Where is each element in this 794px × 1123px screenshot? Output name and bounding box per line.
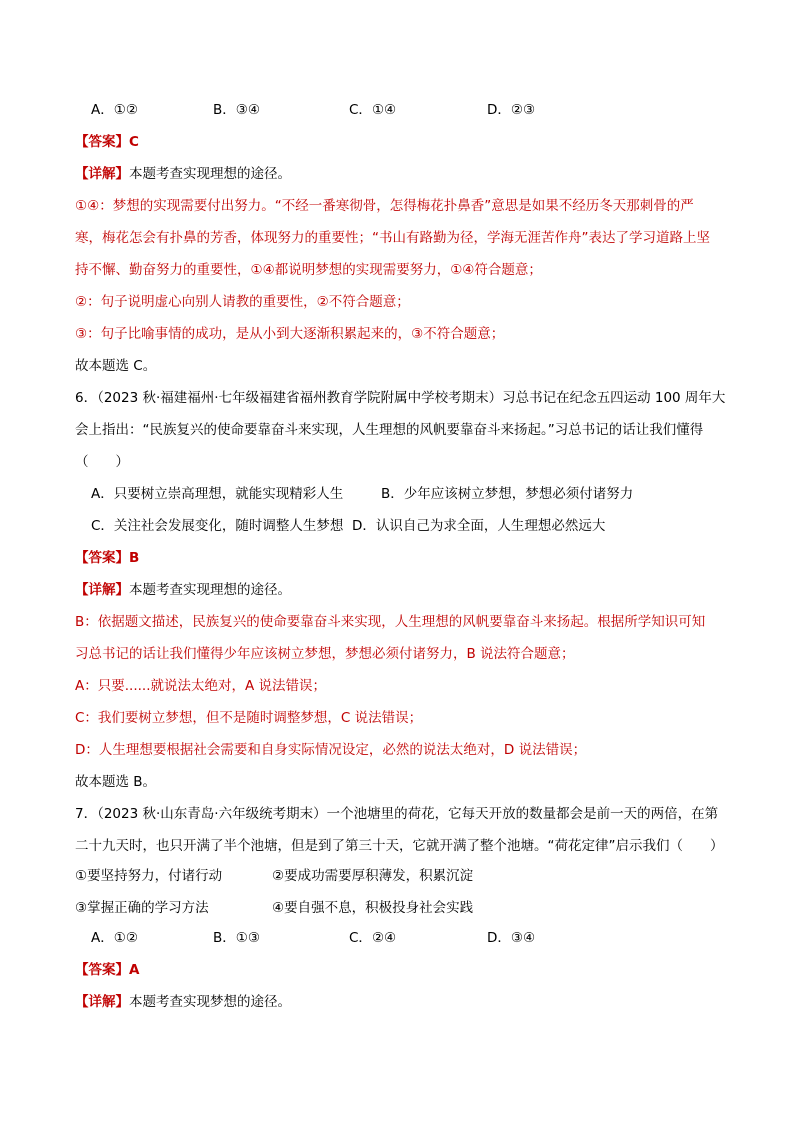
q7-option-d bbox=[487, 928, 535, 948]
option-text: ③④ bbox=[235, 102, 260, 118]
q7-answer bbox=[75, 960, 725, 980]
q6-exp-line: B：依据题文描述，民族复兴的使命要靠奋斗来实现，人生理想的风帆要靠奋斗来扬起。根据所学知识可知 bbox=[75, 614, 706, 630]
detail-tag: 【详解】 bbox=[75, 994, 129, 1010]
detail-intro: 本题考查实现理想的途径。 bbox=[129, 582, 291, 598]
q7-item-2: ②要成功需要厚积薄发，积累沉淀 bbox=[272, 868, 474, 884]
q7-item-3: ③掌握正确的学习方法 bbox=[75, 900, 209, 916]
detail-tag: 【详解】 bbox=[75, 166, 129, 182]
q7-option-b bbox=[213, 928, 260, 948]
q7-option-a bbox=[91, 928, 138, 948]
q5-exp-line: ①④：梦想的实现需要付出努力。“不经一番寒彻骨，怎得梅花扑鼻香”意思是如果不经历冬天那刺骨的严 bbox=[75, 198, 694, 214]
q7-item-1: ①要坚持努力，付诸行动 bbox=[75, 868, 223, 884]
q6-exp-line: C：我们要树立梦想，但不是随时调整梦想，C 说法错误； bbox=[75, 710, 423, 726]
option-letter: B． bbox=[213, 930, 236, 946]
answer-value: C bbox=[129, 134, 139, 150]
option-letter: D． bbox=[487, 102, 511, 118]
q5-option-d bbox=[487, 100, 535, 120]
option-text: ①② bbox=[113, 102, 138, 118]
option-letter: A． bbox=[91, 930, 114, 946]
answer-tag: 【答案】 bbox=[75, 134, 129, 150]
option-text: ①④ bbox=[371, 102, 397, 118]
q5-exp-line: ③：句子比喻事情的成功，是从小到大逐渐积累起来的，③不符合题意； bbox=[75, 326, 505, 342]
option-letter: B． bbox=[213, 102, 236, 118]
q6-option-a: A．只要树立崇高理想，就能实现精彩人生 bbox=[91, 486, 344, 502]
option-text: ①② bbox=[113, 930, 138, 946]
option-letter: A． bbox=[91, 102, 114, 118]
q7-item-4: ④要自强不息，积极投身社会实践 bbox=[272, 900, 474, 916]
q6-stem-line: 会上指出：“民族复兴的使命要靠奋斗来实现，人生理想的风帆要靠奋斗来扬起。”习总书记的话让我们懂得 bbox=[75, 422, 704, 438]
q5-exp-line: 持不懈、勤奋努力的重要性，①④都说明梦想的实现需要努力，①④符合题意； bbox=[75, 262, 542, 278]
q7-stem-line: 二十九天时，也只开满了半个池塘，但是到了第三十天，它就开满了整个池塘。“荷花定律”启示我们（ ） bbox=[75, 838, 724, 854]
option-letter: C． bbox=[349, 102, 372, 118]
answer-value: A bbox=[129, 962, 140, 978]
q5-option-a bbox=[91, 100, 138, 120]
answer-tag: 【答案】 bbox=[75, 962, 129, 978]
answer-tag: 【答案】 bbox=[75, 550, 129, 566]
option-text: ②③ bbox=[510, 102, 536, 118]
q6-stem-line: （ ） bbox=[75, 454, 129, 470]
q6-answer bbox=[75, 548, 725, 568]
q6-option-b: B．少年应该树立梦想，梦想必须付诸努力 bbox=[381, 486, 634, 502]
q5-exp-line: 寒，梅花怎会有扑鼻的芳香，体现努力的重要性；“书山有路勤为径，学海无涯苦作舟”表达了学习道路上坚 bbox=[75, 230, 710, 246]
q7-stem-line: 7．（2023 秋·山东青岛·六年级统考期末）一个池塘里的荷花，它每天开放的数量都会是前一天的两倍，在第 bbox=[75, 806, 719, 822]
q6-exp-line: A：只要......就说法太绝对，A 说法错误； bbox=[75, 678, 327, 694]
q6-detail bbox=[75, 580, 725, 600]
option-letter: D． bbox=[487, 930, 511, 946]
q5-conclusion: 故本题选 C。 bbox=[75, 358, 157, 374]
q6-exp-line: D：人生理想要根据社会需要和自身实际情况设定，必然的说法太绝对，D 说法错误； bbox=[75, 742, 587, 758]
answer-value: B bbox=[129, 550, 140, 566]
q5-exp-line: ②：句子说明虚心向别人请教的重要性，②不符合题意； bbox=[75, 294, 410, 310]
q6-option-d: D．认识自己为求全面，人生理想必然远大 bbox=[352, 518, 606, 534]
q6-stem-line: 6．（2023 秋·福建福州·七年级福建省福州教育学院附属中学校考期末）习总书记在纪念五四运动 100 周年大 bbox=[75, 390, 726, 406]
q6-option-c: C．关注社会发展变化，随时调整人生梦想 bbox=[91, 518, 344, 534]
detail-intro: 本题考查实现理想的途径。 bbox=[129, 166, 291, 182]
option-letter: C． bbox=[349, 930, 372, 946]
q6-exp-line: 习总书记的话让我们懂得少年应该树立梦想，梦想必须付诸努力，B 说法符合题意； bbox=[75, 646, 575, 662]
q7-detail bbox=[75, 992, 725, 1012]
q6-conclusion: 故本题选 B。 bbox=[75, 774, 157, 790]
option-text: ①③ bbox=[235, 930, 260, 946]
detail-tag: 【详解】 bbox=[75, 582, 129, 598]
q5-detail bbox=[75, 164, 725, 184]
q5-option-b bbox=[213, 100, 260, 120]
q7-option-c bbox=[349, 928, 396, 948]
option-text: ②④ bbox=[371, 930, 397, 946]
option-text: ③④ bbox=[510, 930, 536, 946]
detail-intro: 本题考查实现梦想的途径。 bbox=[129, 994, 291, 1010]
q5-option-c bbox=[349, 100, 396, 120]
q5-answer bbox=[75, 132, 725, 152]
